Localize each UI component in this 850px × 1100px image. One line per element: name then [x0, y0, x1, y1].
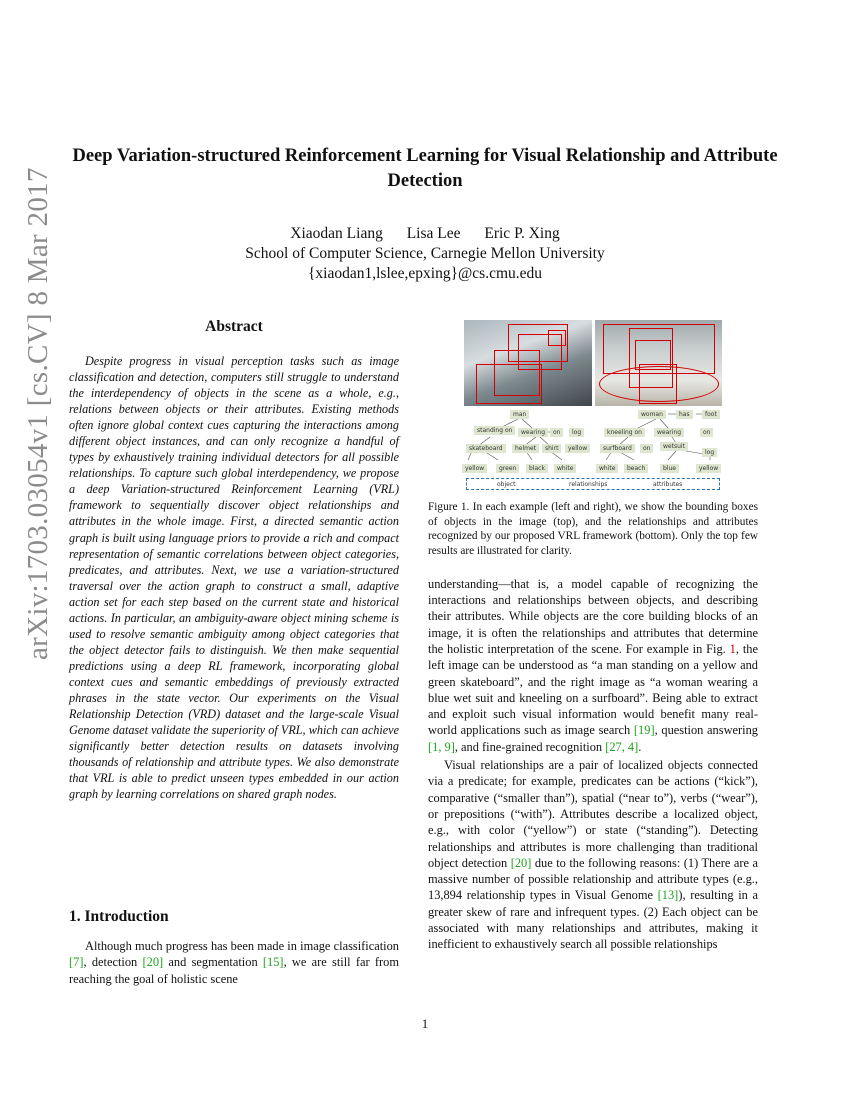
graph-node-relationship: on [550, 428, 563, 437]
figure-caption: Figure 1. In each example (left and right), we show the bounding boxes of objects in the image (top), and the relationships and attributes recognized by our proposed VRL framework (bottom). Only the top few results are illustrated for clarity. [428, 501, 758, 558]
affiliation: School of Computer Science, Carnegie Mellon University [245, 245, 605, 262]
citation-link[interactable]: [20] [142, 955, 164, 970]
graph-node-attribute: blue [660, 464, 679, 473]
citation-link[interactable]: [20] [510, 855, 532, 870]
graph-node-relationship: on [700, 428, 713, 437]
citation-link[interactable]: [27, 4] [605, 739, 639, 754]
graph-node-relationship: kneeling on [604, 428, 645, 437]
body-paragraph: Visual relationships are a pair of localized objects connected via a predicate; for example, predicates can be actions (“kick”), comparative (“smaller than”), spatial (“near to”), verbs (“wear”), or prepositions (“with”). Attributes describe a localized object, e.g., with color (“yellow”) or state (“standing”). Detecting relationships and attributes is more challenging than traditional object detection [20] due to the following reasons: (1) There are a massive number of possible relationship and attribute types (e.g., 13,894 relationship types in Visual Genome [13]), resulting in a greater skew of rare and infrequent types. (2) Each object can be associated with many relationships and attributes, making it inefficient to exhaustively search all possible relationships [428, 758, 758, 952]
graph-node-object: wetsuit [660, 442, 688, 451]
paper-title: Deep Variation-structured Reinforcement Learning for Visual Relationship and Attribute Detection [72, 146, 778, 191]
page-number: 1 [421, 1016, 429, 1031]
abstract-heading: Abstract [205, 318, 263, 335]
figure-1 [428, 318, 758, 494]
graph-node-attribute: white [596, 464, 618, 473]
graph-node-object: foot [702, 410, 720, 419]
graph-node-object: helmet [512, 444, 539, 453]
graph-node-object: surfboard [600, 444, 635, 453]
graph-node-object: woman [638, 410, 666, 419]
graph-node-attribute: black [526, 464, 548, 473]
figure-legend [466, 478, 720, 490]
author-names [60, 224, 790, 244]
author-name: Lisa Lee [406, 225, 461, 242]
graph-node-relationship: wearing [654, 428, 684, 437]
citation-link[interactable]: [19] [633, 723, 655, 738]
author-name: Xiaodan Liang [290, 225, 383, 242]
legend-relationships: relationships [569, 481, 608, 488]
graph-node-attribute: white [554, 464, 576, 473]
citation-link[interactable]: [15] [262, 955, 284, 970]
author-block [60, 224, 790, 284]
graph-node-object: shirt [542, 444, 561, 453]
citation-link[interactable]: [1, 9] [428, 739, 455, 754]
left-column [69, 318, 399, 802]
graph-node-object: skateboard [466, 444, 506, 453]
graph-node-relationship: on [640, 444, 653, 453]
graph-node-attribute: yellow [565, 444, 590, 453]
legend-object: object [497, 481, 516, 488]
graph-node-attribute: yellow [696, 464, 721, 473]
body-paragraph: understanding—that is, a model capable of recognizing the interactions and relationships between objects, and describing their attributes. While objects are the core building blocks of an image, it is often the relationships and attributes that determine the holistic interpretation of the scene. For example in Fig. 1, the left image can be understood as “a man standing on a yellow and green skateboard”, and the right image as “a woman wearing a blue wet suit and kneeling on a surfboard”. Being able to extract and exploit such visual information would benefit many real-world applications such as image search [19], question answering [1, 9], and fine-grained recognition [27, 4]. [428, 576, 758, 754]
citation-link[interactable]: [7] [69, 955, 84, 970]
email: {xiaodan1,lslee,epxing}@cs.cmu.edu [307, 265, 543, 282]
section-heading-introduction: 1. Introduction [69, 908, 169, 925]
intro-paragraph: Although much progress has been made in image classification [7], detection [20] and segmentation [15], we are still far from reaching the goal of holistic scene [69, 939, 399, 986]
right-column [428, 318, 758, 953]
figure-link[interactable]: 1 [729, 642, 736, 656]
arxiv-id: arXiv:1703.03054v1 [cs.CV] 8 Mar 2017 [22, 167, 54, 660]
graph-node-attribute: green [496, 464, 519, 473]
graph-node-attribute: yellow [462, 464, 487, 473]
author-name: Eric P. Xing [484, 225, 560, 242]
graph-node-relationship: wearing [518, 428, 548, 437]
graph-node-object: man [510, 410, 529, 419]
graph-node-relationship: standing on [474, 426, 515, 435]
abstract-text: Despite progress in visual perception tasks such as image classification and detection, computers still struggle to understand the interdependency of objects in the scene as a whole, e.g., relations between objects or their attributes. Existing methods often ignore global context cues capturing the interactions among different object instances, and can only recognize a handful of types by exhaustively training individual detectors for all possible relationships. To capture such global interdependency, we propose a deep Variation-structured Reinforcement Learning (VRL) framework to sequentially discover object relationships and attributes in the whole image. First, a directed semantic action graph is built using language priors to provide a rich and compact representation of semantic correlations between object categories, predicates, and attributes. Next, we use a variation-structured traversal over the action graph to construct a small, adaptive action set for each step based on the current state and historical actions. In particular, an ambiguity-aware object mining scheme is used to resolve semantic ambiguity among object categories that the object detector fails to distinguish. We then make sequential predictions using a deep RL framework, incorporating global context cues and semantic embeddings of previously extracted phrases in the state vector. Our experiments on the Visual Relationship Detection (VRD) dataset and the large-scale Visual Genome dataset validate the superiority of VRL, which can achieve significantly better detection results on datasets involving thousands of relationship and attribute types. We also demonstrate that VRL is able to predict unseen types embedded in our action graph by learning correlations on shared graph nodes. [69, 354, 399, 802]
graph-node-object: log [702, 448, 717, 457]
graph-node-object: log [569, 428, 584, 437]
citation-link[interactable]: [13] [657, 888, 679, 903]
legend-attributes: attributes [653, 481, 683, 488]
graph-node-attribute: beach [624, 464, 648, 473]
graph-node-relationship: has [676, 410, 693, 419]
